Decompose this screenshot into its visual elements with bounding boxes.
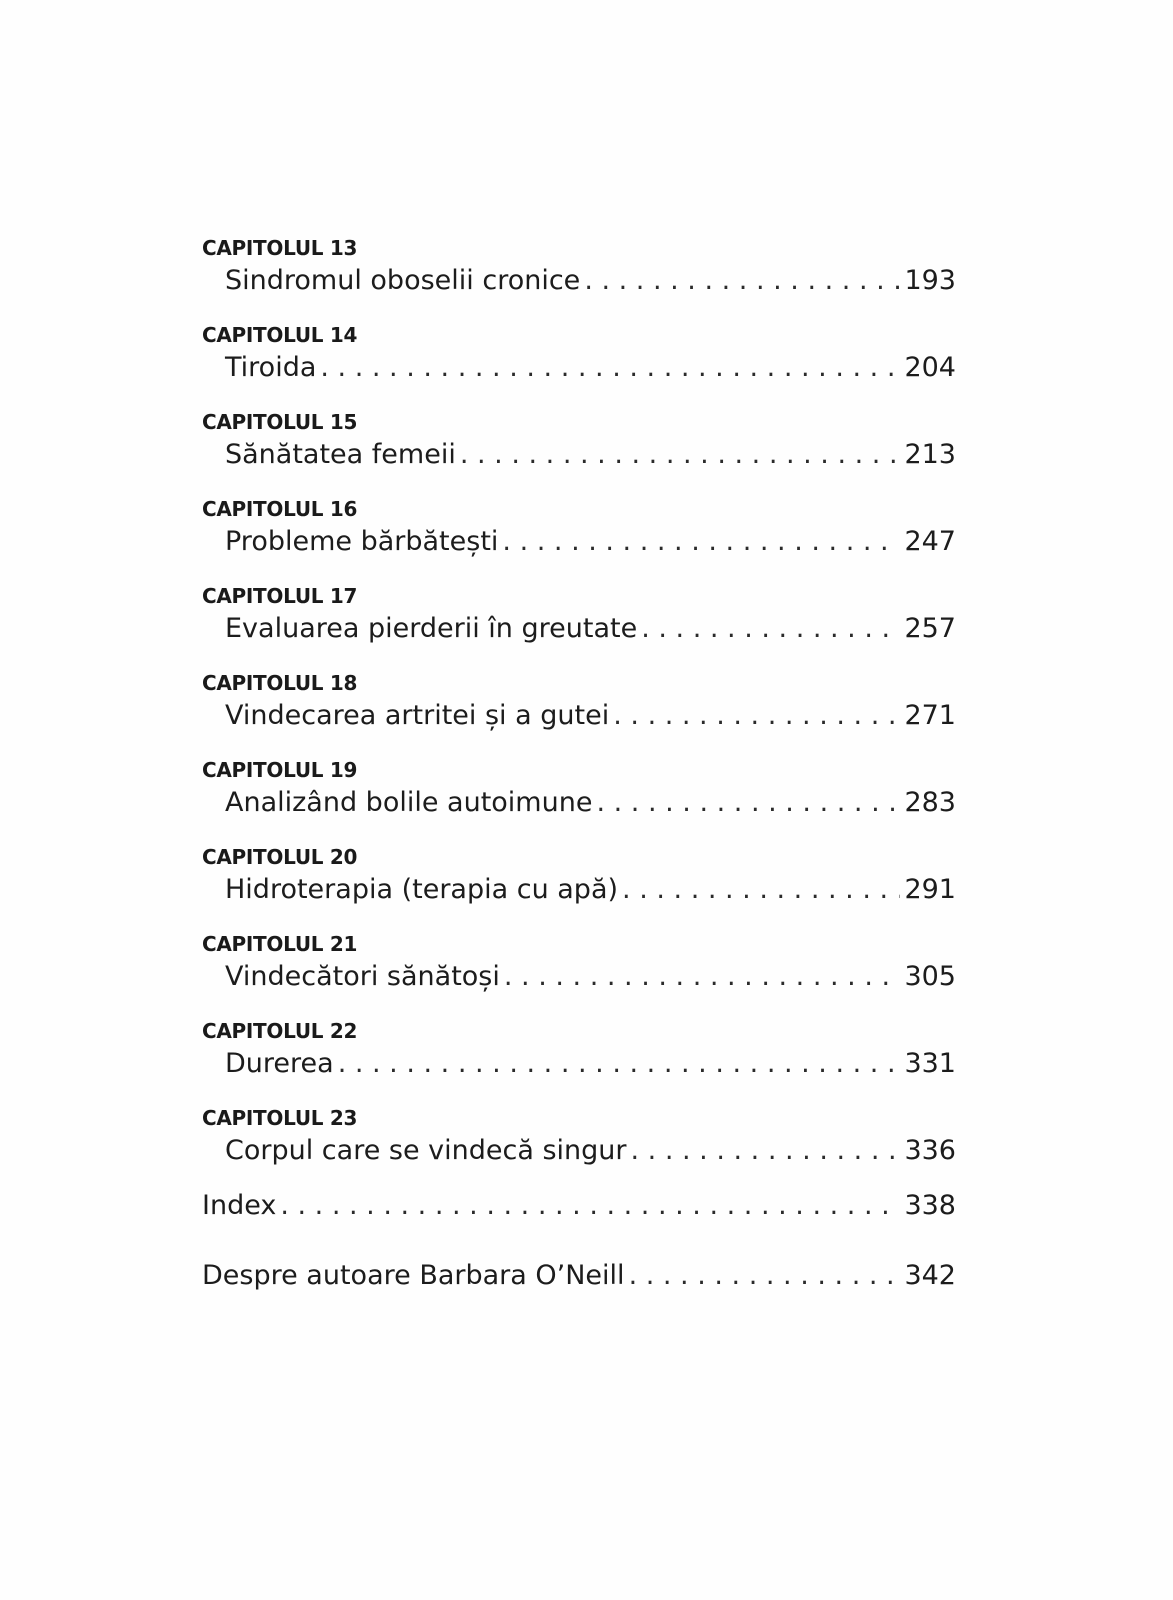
toc-entry [202,608,956,650]
toc-chapter [202,1019,956,1085]
entry-title: Analizând bolile autoimune [225,787,593,818]
entry-page-number: 204 [904,352,956,383]
chapter-label: CAPITOLUL 23 [202,1106,358,1130]
entry-title: Sănătatea femeii [225,439,456,470]
dot-leader [338,1043,901,1085]
chapter-label: CAPITOLUL 18 [202,671,358,695]
dot-leader [613,695,900,737]
entry-page-number: 336 [904,1135,956,1166]
dot-leader [596,782,900,824]
toc-entry [202,260,956,302]
entry-page-number: 247 [904,526,956,557]
toc-entry [202,782,956,824]
entry-page-number: 271 [904,700,956,731]
dot-leader [280,1185,900,1227]
toc-entry [202,434,956,476]
entry-page-number: 305 [904,961,956,992]
toc-chapter [202,1106,956,1172]
entry-page-number: 283 [904,787,956,818]
entry-title: Tiroida [225,352,317,383]
dot-leader [320,347,900,389]
dot-leader [460,434,901,476]
chapter-label: CAPITOLUL 16 [202,497,358,521]
toc-entry [202,869,956,911]
toc-chapter [202,758,956,824]
toc-chapter [202,497,956,563]
toc-chapter [202,671,956,737]
entry-title: Vindecarea artritei și a gutei [225,700,610,731]
chapter-label: CAPITOLUL 22 [202,1019,358,1043]
chapter-label: CAPITOLUL 13 [202,236,358,260]
chapter-label: CAPITOLUL 15 [202,410,358,434]
toc-entry-author [202,1255,956,1297]
dot-leader [502,521,900,563]
entry-page-number: 291 [904,874,956,905]
toc-chapter [202,584,956,650]
dot-leader [631,1130,901,1172]
toc-chapter [202,323,956,389]
toc-entry [202,1130,956,1172]
entry-title: Index [202,1190,277,1221]
chapter-label: CAPITOLUL 21 [202,932,358,956]
entry-page-number: 257 [904,613,956,644]
toc-chapter [202,236,956,302]
entry-page-number: 331 [904,1048,956,1079]
chapter-label: CAPITOLUL 19 [202,758,358,782]
toc-chapter [202,410,956,476]
entry-page-number: 342 [904,1260,956,1291]
chapter-label: CAPITOLUL 17 [202,584,358,608]
entry-title: Hidroterapia (terapia cu apă) [225,874,619,905]
entry-title: Evaluarea pierderii în greutate [225,613,638,644]
dot-leader [584,260,900,302]
entry-title: Corpul care se vindecă singur [225,1135,627,1166]
toc-entry-index [202,1185,956,1227]
toc-entry [202,1043,956,1085]
toc-entry [202,521,956,563]
table-of-contents [202,236,956,1297]
dot-leader [641,608,900,650]
entry-title: Probleme bărbătești [225,526,499,557]
dot-leader [622,869,900,911]
chapter-label: CAPITOLUL 20 [202,845,358,869]
chapter-label: CAPITOLUL 14 [202,323,358,347]
entry-page-number: 213 [904,439,956,470]
entry-title: Durerea [225,1048,334,1079]
toc-entry [202,695,956,737]
entry-title: Vindecători sănătoși [225,961,500,992]
entry-page-number: 338 [904,1190,956,1221]
toc-chapter [202,932,956,998]
dot-leader [504,956,901,998]
toc-entry [202,956,956,998]
entry-title: Sindromul oboselii cronice [225,265,581,296]
toc-entry [202,347,956,389]
entry-page-number: 193 [904,265,956,296]
entry-title: Despre autoare Barbara O’Neill [202,1260,625,1291]
toc-chapter [202,845,956,911]
dot-leader [629,1255,901,1297]
